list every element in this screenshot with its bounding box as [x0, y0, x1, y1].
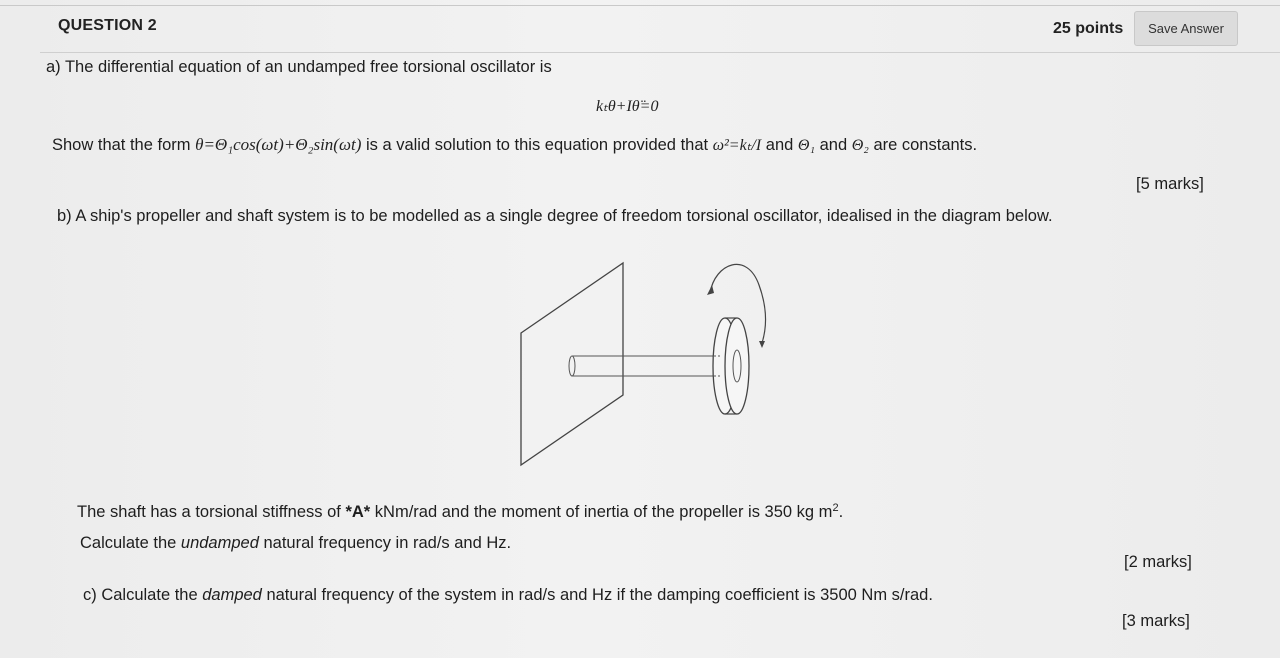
stiffness-suffix: kNm/rad and the moment of inertia of the propeller is 350 kg m — [370, 503, 833, 521]
and-text-1: and — [765, 136, 794, 154]
show-suffix: are constants. — [873, 136, 978, 154]
theta-2: Θ₂ — [851, 137, 869, 154]
propeller-disc-front — [725, 318, 749, 414]
part-a-intro: a) The differential equation of an undamped free torsional oscillator is — [46, 58, 552, 76]
part-c-italic: damped — [202, 586, 262, 604]
stiffness-prefix: The shaft has a torsional stiffness of — [77, 503, 346, 521]
part-c-prefix: c) Calculate the — [83, 586, 203, 604]
part-c-suffix: natural frequency of the system in rad/s and Hz if the damping coefficient is 3500 Nm s/rad. — [261, 586, 933, 604]
calculate-undamped — [80, 534, 511, 553]
stiffness-end: . — [838, 503, 844, 521]
stiffness-placeholder: *A* — [345, 503, 371, 521]
frequency-condition: ω²=kₜ/I — [712, 137, 762, 154]
top-divider — [0, 5, 1280, 6]
fixed-wall-plate — [521, 263, 623, 465]
theta-1: Θ₁ — [797, 137, 816, 154]
calc-italic: undamped — [180, 534, 259, 552]
part-a-statement — [52, 135, 977, 155]
differential-equation: kₜθ+Iθ̈=0 — [596, 98, 659, 115]
part-c-statement — [83, 586, 933, 605]
rotation-arrow-head-start — [707, 285, 714, 295]
part-b-intro: b) A ship's propeller and shaft system is to be modelled as a single degree of freedom torsional oscillator, idealised in the diagram below. — [57, 207, 1053, 225]
part-b-marks: [2 marks] — [1124, 553, 1192, 571]
part-a-marks: [5 marks] — [1136, 175, 1204, 193]
points-label: 25 points — [1053, 20, 1124, 37]
and-text-2: and — [819, 136, 848, 154]
show-middle: is a valid solution to this equation provided that — [365, 136, 709, 154]
solution-form: θ=Θ₁cos(ωt)+Θ₂sin(ωt) — [195, 135, 362, 154]
calc-prefix: Calculate the — [80, 534, 181, 552]
part-c-marks: [3 marks] — [1122, 612, 1190, 630]
header-divider — [40, 52, 1280, 53]
propeller-shaft-diagram — [515, 255, 785, 470]
stiffness-statement — [77, 502, 843, 522]
shaft-end — [569, 356, 575, 376]
calc-suffix: natural frequency in rad/s and Hz. — [258, 534, 512, 552]
question-title: QUESTION 2 — [58, 17, 157, 34]
save-answer-button[interactable]: Save Answer — [1134, 11, 1238, 46]
show-prefix: Show that the form — [52, 136, 191, 154]
rotation-arrow-head-end — [759, 341, 765, 348]
stiffness-exponent: 2 — [832, 502, 839, 514]
